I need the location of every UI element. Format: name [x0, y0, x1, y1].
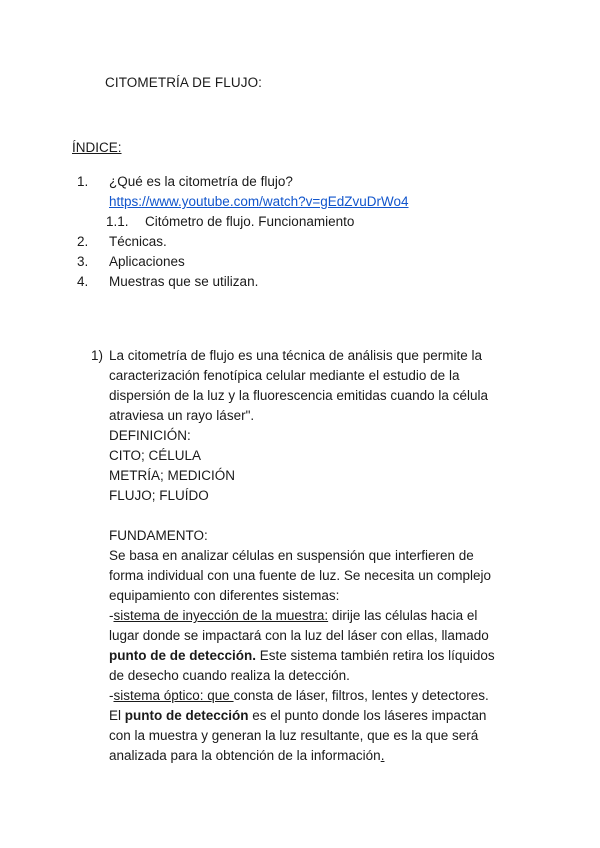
inyeccion-text: dirije las células hacia el	[328, 608, 478, 623]
toc-number: 1.	[77, 174, 89, 189]
document-title: CITOMETRÍA DE FLUJO:	[105, 75, 263, 90]
toc-number: 2.	[77, 234, 89, 249]
toc-label: Técnicas.	[109, 234, 167, 249]
intro-line: atraviesa un rayo láser".	[109, 408, 255, 423]
dash: -	[109, 688, 114, 703]
toc-number: 1.1.	[106, 214, 129, 229]
toc-item-4	[0, 272, 600, 292]
table-of-contents	[0, 172, 600, 292]
toc-label: Aplicaciones	[109, 254, 185, 269]
section-body	[109, 346, 519, 766]
definicion-line: CITO; CÉLULA	[109, 448, 202, 463]
optico-line-1	[109, 686, 519, 706]
toc-number: 4.	[77, 274, 89, 289]
toc-item-3	[0, 252, 600, 272]
inyeccion-line-4: de desecho cuando realiza la detección.	[109, 668, 350, 683]
intro-line: caracterización fenotípica celular mediante el estudio de la	[109, 368, 460, 383]
punto-deteccion-bold: punto de detección	[124, 708, 249, 723]
inyeccion-line-1	[109, 606, 519, 626]
optico-line-3: con la muestra y generan la luz resultante, que es la que será	[109, 728, 479, 743]
inyeccion-line-2: lugar donde se impactará con la luz del láser con ellas, llamado	[109, 628, 489, 643]
fundamento-line: Se basa en analizar células en suspensión que interfieren de	[109, 548, 474, 563]
optico-line-2	[109, 706, 519, 726]
definicion-heading: DEFINICIÓN:	[109, 428, 191, 443]
toc-item-1-link-row	[0, 192, 600, 212]
section-number: 1)	[91, 348, 104, 363]
inyeccion-text: Este sistema también retira los líquidos	[256, 648, 495, 663]
toc-number: 3.	[77, 254, 89, 269]
optico-text: El	[109, 708, 125, 723]
toc-item-1	[0, 172, 600, 192]
index-heading: ÍNDICE:	[72, 140, 122, 155]
optico-term: sistema óptico: que	[113, 688, 234, 703]
intro-line: dispersión de la luz y la fluorescencia emitidas cuando la célula	[109, 388, 488, 403]
optico-line-4	[109, 746, 519, 766]
period-underlined: .	[380, 748, 385, 763]
toc-label: Citómetro de flujo. Funcionamiento	[145, 214, 355, 229]
intro-line: La citometría de flujo es una técnica de análisis que permite la	[109, 348, 482, 363]
fundamento-line: equipamiento con diferentes sistemas:	[109, 588, 340, 603]
toc-label: ¿Qué es la citometría de flujo?	[109, 174, 293, 189]
youtube-link[interactable]: https://www.youtube.com/watch?v=gEdZvuDrWo4	[109, 194, 409, 209]
blank-line	[109, 506, 519, 526]
toc-item-2	[0, 232, 600, 252]
optico-text: analizada para la obtención de la información	[109, 748, 381, 763]
fundamento-heading: FUNDAMENTO:	[109, 528, 208, 543]
punto-deteccion-bold: punto de de detección.	[109, 648, 257, 663]
definicion-line: METRÍA; MEDICIÓN	[109, 468, 236, 483]
toc-item-1-1	[0, 212, 600, 232]
dash: -	[109, 608, 114, 623]
definicion-line: FLUJO; FLUÍDO	[109, 488, 209, 503]
optico-text: consta de láser, filtros, lentes y detectores.	[233, 688, 489, 703]
fundamento-line: forma individual con una fuente de luz. Se necesita un complejo	[109, 568, 491, 583]
inyeccion-term: sistema de inyección de la muestra:	[113, 608, 329, 623]
optico-text: es el punto donde los láseres impactan	[248, 708, 487, 723]
toc-label: Muestras que se utilizan.	[109, 274, 259, 289]
inyeccion-line-3	[109, 646, 519, 666]
